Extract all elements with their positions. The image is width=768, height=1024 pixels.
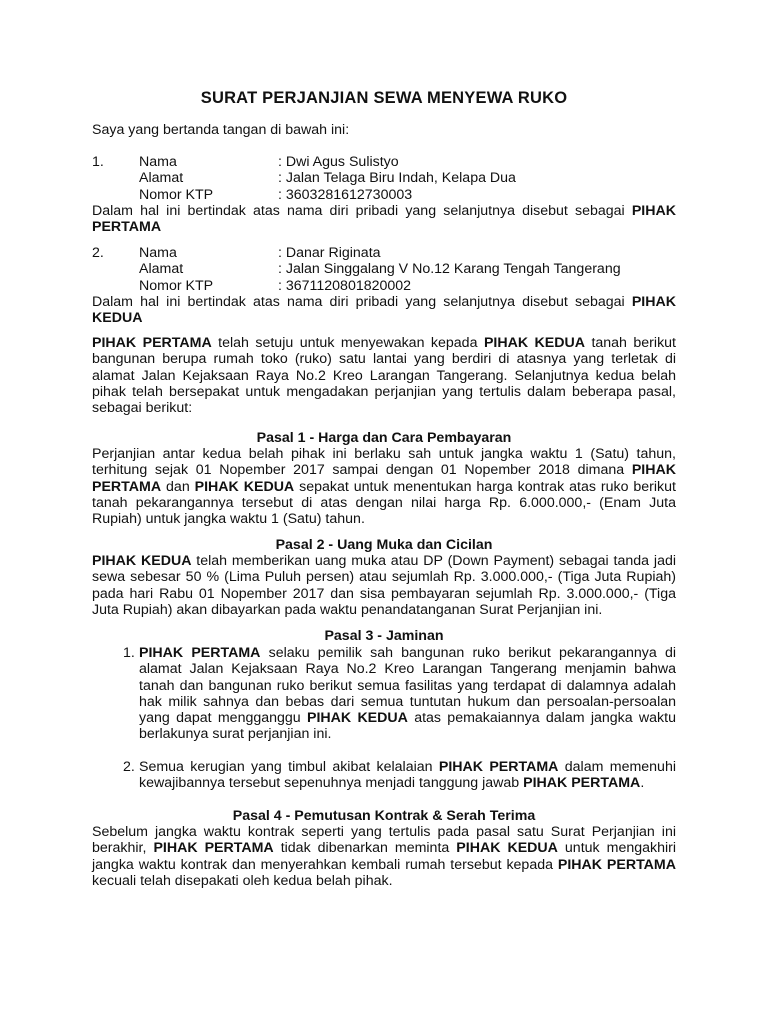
pasal-3-heading: Pasal 3 - Jaminan bbox=[324, 628, 444, 644]
opening-paragraph: PIHAK PERTAMA telah setuju untuk menyewakan kepada PIHAK KEDUA tanah berikut bangunan berupa rumah toko (ruko) satu lantai yang berdiri di atasnya yang terletak di alamat Jalan Kejaksaan Raya No.2 Kreo Larangan Tangerang. Selanjutnya kedua belah pihak telah bersepakat untuk mengadakan perjanjian yang tertulis dalam beberapa pasal, sebagai berikut: bbox=[92, 335, 676, 417]
intro-text: Saya yang bertanda tangan di bawah ini: bbox=[92, 122, 350, 138]
field-value: : Jalan Singgalang V No.12 Karang Tengah Tangerang bbox=[278, 261, 621, 278]
list-number: 2. bbox=[123, 758, 135, 775]
document-title: SURAT PERJANJIAN SEWA MENYEWA RUKO bbox=[200, 89, 568, 107]
pasal-4-heading: Pasal 4 - Pemutusan Kontrak & Serah Terima bbox=[232, 808, 536, 824]
party-2 bbox=[92, 245, 676, 326]
list-item bbox=[92, 645, 676, 743]
pasal-1-heading: Pasal 1 - Harga dan Cara Pembayaran bbox=[256, 430, 512, 446]
pasal-4-text: Sebelum jangka waktu kontrak seperti yang tertulis pada pasal satu Surat Perjanjian ini berakhir, PIHAK PERTAMA tidak dibenarkan meminta PIHAK KEDUA untuk mengakhiri jangka waktu kontrak dan menyerahkan kembali rumah tersebut kepada PIHAK PERTAMA kecuali telah disepakati oleh kedua belah pihak. bbox=[92, 824, 677, 889]
field-label: Nama bbox=[139, 245, 177, 261]
pasal-1-text: Perjanjian antar kedua belah pihak ini berlaku sah untuk jangka waktu 1 (Satu) tahun, terhitung sejak 01 Nopember 2017 sampai dengan 01 Nopember 2018 dimana PIHAK PERTAMA dan PIHAK KEDUA sepakat untuk menentukan harga kontrak atas ruko berikut tanah pekarangannya tersebut di atas dengan nilai harga Rp. 6.000.000,- (Enam Juta Rupiah) untuk jangka waktu 1 (Satu) tahun. bbox=[92, 446, 676, 528]
list-item-text: Semua kerugian yang timbul akibat kelalaian PIHAK PERTAMA dalam memenuhi kewajibannya tersebut sepenuhnya menjadi tanggung jawab PIHAK PERTAMA. bbox=[139, 758, 676, 792]
field-value: : Jalan Telaga Biru Indah, Kelapa Dua bbox=[278, 170, 516, 187]
pasal-2-heading: Pasal 2 - Uang Muka dan Cicilan bbox=[275, 537, 493, 553]
list-item bbox=[92, 759, 676, 792]
party-1 bbox=[92, 154, 676, 235]
party-statement: Dalam hal ini bertindak atas nama diri pribadi yang selanjutnya disebut sebagai PIHAK KEDUA bbox=[92, 293, 676, 327]
pasal-2-text: PIHAK KEDUA telah memberikan uang muka atau DP (Down Payment) sebagai tanda jadi sewa sebesar 50 % (Lima Puluh persen) atau sejumlah Rp. 3.000.000,- (Tiga Juta Rupiah) pada hari Rabu 01 Nopember 2017 dan sisa pembayaran sejumlah Rp. 3.000.000,- (Tiga Juta Rupiah) akan dibayarkan pada waktu penandatanganan Surat Perjanjian ini. bbox=[92, 553, 677, 618]
field-label: Nomor KTP bbox=[139, 277, 214, 294]
party-role: PIHAK KEDUA bbox=[92, 293, 676, 327]
list-item-text: PIHAK PERTAMA selaku pemilik sah bangunan ruko berikut pekarangannya di alamat Jalan Kejaksaan Raya No.2 Kreo Larangan Tangerang menjamin bahwa tanah dan bangunan ruko berikut semua fasilitas yang terdapat di dalamnya adalah hak milik sahnya dan bebas dari semua tuntutan hukum dan persoalan-persoalan yang dapat mengganggu PIHAK KEDUA atas pemakaiannya dalam jangka waktu berlakunya surat perjanjian ini. bbox=[139, 645, 677, 743]
field-label: Nomor KTP bbox=[139, 186, 214, 203]
list-number: 1. bbox=[123, 645, 135, 661]
party-statement: Dalam hal ini bertindak atas nama diri pribadi yang selanjutnya disebut sebagai PIHAK PERTAMA bbox=[92, 202, 676, 236]
field-value: : 3671120801820002 bbox=[278, 277, 412, 294]
field-value: : Danar Riginata bbox=[278, 245, 381, 261]
party-role: PIHAK PERTAMA bbox=[92, 202, 676, 236]
party-number: 1. bbox=[92, 154, 104, 170]
field-value: : 3603281612730003 bbox=[278, 186, 413, 203]
field-label: Nama bbox=[139, 154, 177, 170]
pasal-3-list bbox=[92, 645, 676, 791]
field-label: Alamat bbox=[139, 170, 184, 187]
party-number: 2. bbox=[92, 245, 104, 261]
field-value: : Dwi Agus Sulistyo bbox=[278, 154, 399, 170]
field-label: Alamat bbox=[139, 261, 184, 278]
